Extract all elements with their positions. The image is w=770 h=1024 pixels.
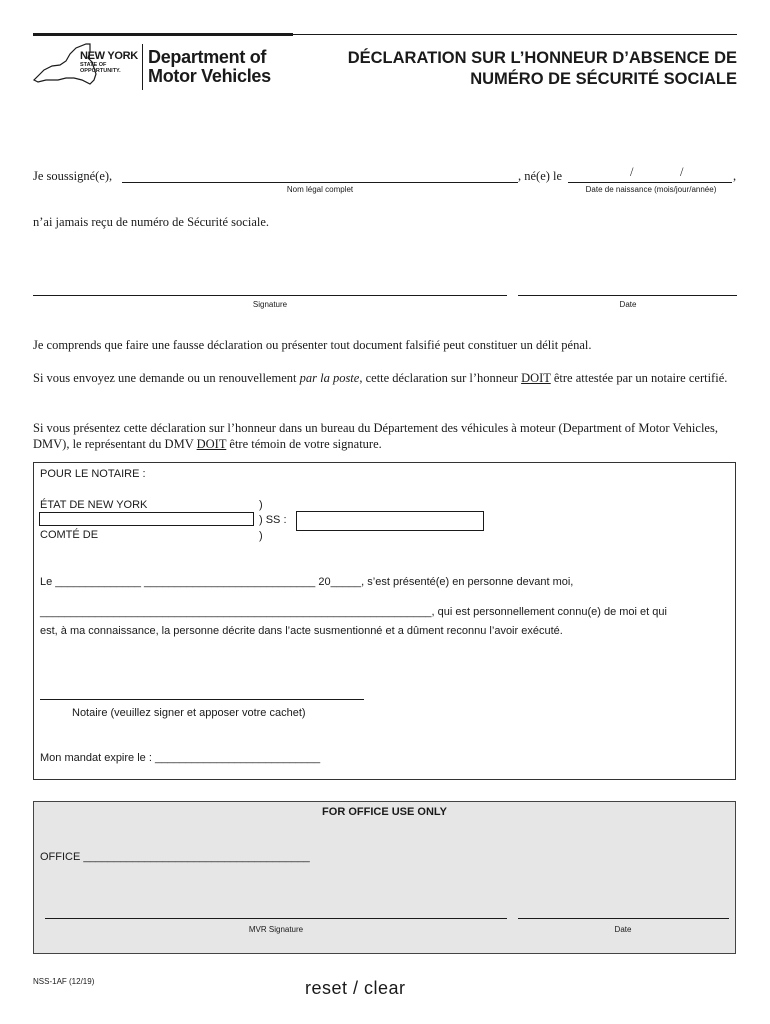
office-field[interactable]: OFFICE _____________________________________ (40, 851, 310, 863)
dob-separator-1: / (630, 165, 634, 179)
notary-appearance-line[interactable]: Le ______________ ____________________________ 20_____, s’est présenté(e) en personne devant moi, (40, 576, 574, 588)
mvr-signature-caption: MVR Signature (248, 925, 304, 934)
notary-county-label: COMTÉ DE (40, 529, 99, 541)
declaration-statement: n’ai jamais reçu de numéro de Sécurité sociale. (33, 215, 270, 229)
paragraph-false-statement: Je comprends que faire une fausse déclaration ou présenter tout document falsifié peut constituer un délit pénal. (33, 338, 592, 352)
mvr-date-field[interactable] (518, 918, 729, 919)
header-rule (33, 34, 737, 35)
logo-subtext: STATE OF OPPORTUNITY. (80, 62, 121, 74)
notary-state: ÉTAT DE NEW YORK (40, 499, 148, 511)
notary-known-continuation: est, à ma connaissance, la personne décrite dans l’acte susmentionné et a dûment reconnu l’avoir exécuté. (40, 625, 563, 637)
mvr-signature-field[interactable] (45, 918, 507, 919)
paragraph-dmv-witness: Si vous présentez cette déclaration sur l’honneur dans un bureau du Département des véhicules à moteur (Department of Motor Vehicles, DMV), le représentant du DMV DOIT être témoin de votre signature. (33, 421, 718, 451)
logo-divider (142, 44, 143, 90)
notary-paren-2: ) (259, 530, 263, 542)
signature-date-caption: Date (619, 300, 637, 309)
dob-caption: Date de naissance (mois/jour/année) (585, 185, 717, 194)
signature-caption: Signature (252, 300, 288, 309)
form-title: DÉCLARATION SUR L’HONNEUR D’ABSENCE DE NUMÉRO DE SÉCURITÉ SOCIALE (347, 49, 737, 88)
signature-field[interactable] (33, 295, 507, 296)
dob-comma: , (733, 169, 737, 183)
ss-input[interactable] (296, 511, 484, 531)
notary-heading: POUR LE NOTAIRE : (40, 468, 146, 480)
declarant-prefix: Je soussigné(e), (33, 169, 113, 183)
form-code: NSS-1AF (12/19) (33, 977, 95, 986)
dob-separator-2: / (680, 165, 684, 179)
office-use-heading: FOR OFFICE USE ONLY (322, 806, 447, 818)
paragraph-mail-notary: Si vous envoyez une demande ou un renouvellement par la poste, cette déclaration sur l’honneur DOIT être attestée par un notaire certifié. (33, 371, 728, 385)
date-of-birth-field[interactable] (568, 182, 732, 183)
full-name-field[interactable] (122, 182, 518, 183)
notary-known-line[interactable]: ________________________________________________________________, qui est personnellement connu(e) de moi et qui (40, 606, 667, 618)
notary-paren-1: ) (259, 499, 263, 511)
reset-clear-button[interactable]: reset / clear (305, 978, 406, 998)
notary-signature-field[interactable] (40, 699, 364, 700)
full-name-caption: Nom légal complet (286, 185, 354, 194)
signature-date-field[interactable] (518, 295, 737, 296)
mvr-date-caption: Date (614, 925, 632, 934)
born-label: , né(e) le (518, 169, 563, 183)
notary-ss-label: ) SS : (259, 514, 287, 526)
notary-signature-caption: Notaire (veuillez signer et apposer votre cachet) (72, 707, 306, 719)
logo-text: NEW YORK (80, 50, 138, 62)
commission-expiry-line[interactable]: Mon mandat expire le : ___________________________ (40, 752, 321, 764)
county-input[interactable] (39, 512, 254, 526)
department-name: Department of Motor Vehicles (148, 47, 271, 86)
